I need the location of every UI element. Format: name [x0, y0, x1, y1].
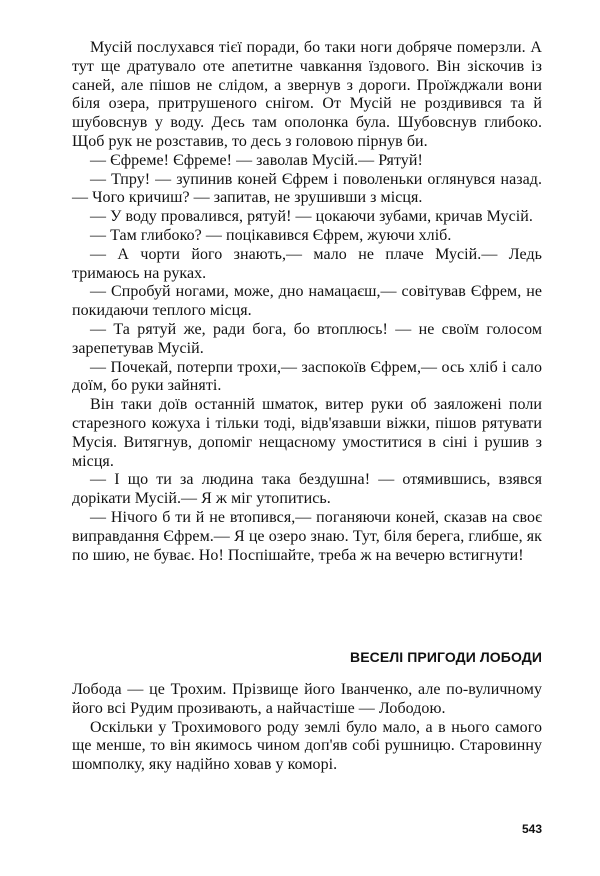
dialogue-line: — А чорти його знають,— мало не плаче Мусій.— Ледь тримаюсь на руках. [72, 245, 542, 282]
dialogue-line: — Почекай, потерпи трохи,— заспокоїв Єфрем,— ось хліб і сало доїм, бо руки зайняті. [72, 358, 542, 395]
paragraph: Мусій послухався тієї поради, бо таки ноги добряче померзли. А тут ще дратувало оте апетитне чавкання їздового. Він зіскочив із саней, але пішов не слідом, а звернув з дороги. Проїжджали вони біля озера, притрушеного снігом. От Мусій не роздивився та й шубовснув у воду. Десь там ополонка була. Шубовснув глибоко. Щоб рук не розставив, то десь з головою пірнув би. [72, 39, 542, 150]
dialogue-line: — Тпру! — зупинив коней Єфрем і поволеньки оглянувся назад.— Чого кричиш? — запитав, не зрушивши з місця. [72, 170, 542, 207]
paragraph: Оскільки у Трохимового роду землі було мало, а в нього самого ще менше, то він якимось чином доп'яв собі рушницю. Старовинну шомполку, яку надійно ховав у коморі. [72, 718, 542, 774]
paragraph: Він таки доїв останній шматок, витер руки об заяложені поли старезного кожуха і тільки тоді, відв'язавши віжки, пішов рятувати Мусія. Витягнув, допоміг нещасному умоститися в сіні і рушив з місця. [72, 396, 542, 470]
dialogue-line: — Єфреме! Єфреме! — заволав Мусій.— Рятуй! [90, 151, 423, 169]
dialogue-line: — Там глибоко? — поцікавився Єфрем, жуючи хліб. [90, 226, 452, 244]
paragraph: Лобода — це Трохим. Прізвище його Іванченко, але по-вуличному його всі Рудим прозивають, а найчастіше — Лободою. [72, 681, 542, 717]
dialogue-line: — Спробуй ногами, може, дно намацаєш,— совітував Єфрем, не покидаючи теплого місця. [72, 283, 542, 320]
dialogue-line: — У воду провалився, рятуй! — цокаючи зубами, кричав Мусій. [90, 208, 533, 226]
story-text [72, 39, 542, 565]
page-number: 543 [521, 822, 542, 836]
dialogue-line: — І що ти за людина така бездушна! — отямившись, взявся дорікати Мусій.— Я ж міг утопитись. [72, 471, 542, 508]
dialogue-line: — Нічого б ти й не втопився,— поганяючи коней, сказав на своє виправдання Єфрем.— Я це озеро знаю. Тут, біля берега, глибше, як по шию, не буває. Но! Поспішайте, треба ж на вечерю встигнути! [72, 508, 542, 564]
dialogue-line: — Та рятуй же, ради бога, бо втоплюсь! — не своїм голосом зарепетував Мусій. [72, 320, 542, 357]
section-text [72, 681, 542, 775]
section-title: ВЕСЕЛІ ПРИГОДИ ЛОБОДИ [350, 649, 542, 665]
